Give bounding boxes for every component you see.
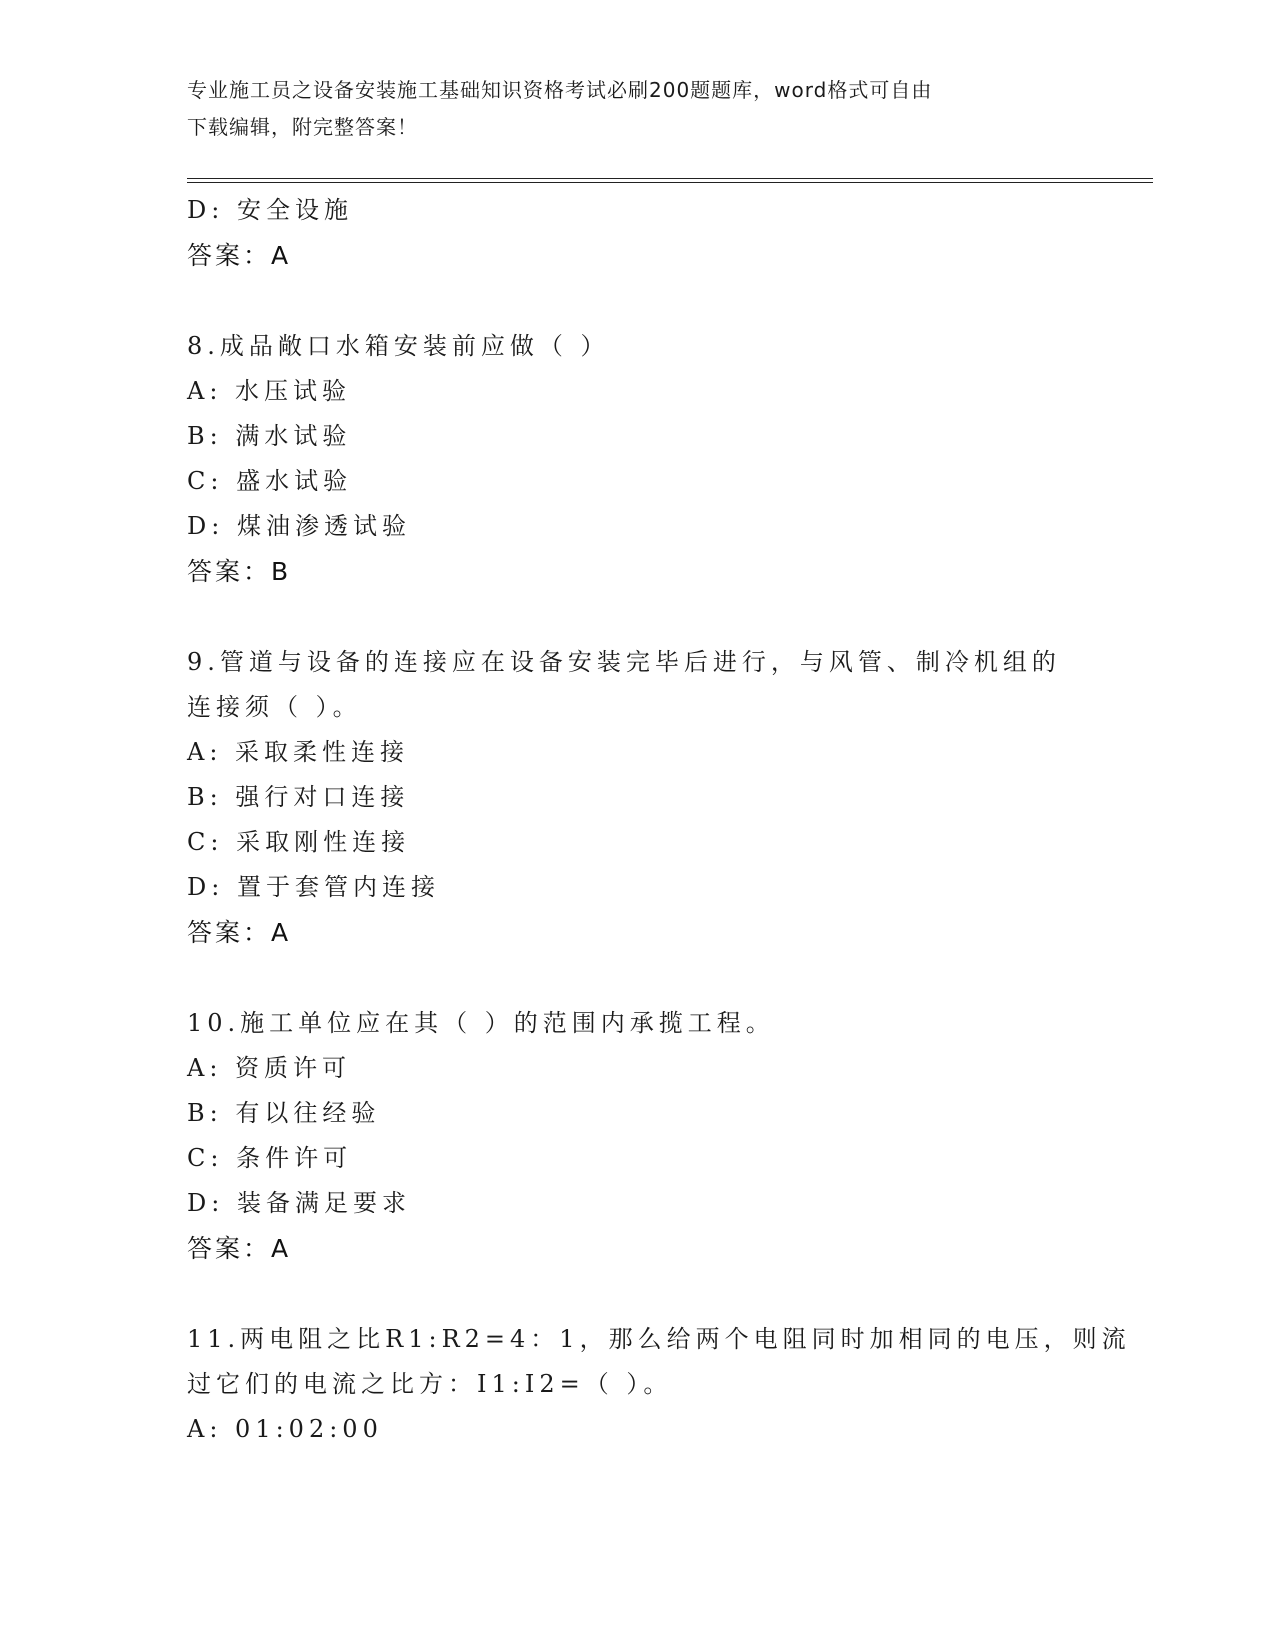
question-8 <box>187 324 1087 594</box>
question-11 <box>187 1317 1131 1452</box>
question-stem: 11.两电阻之比R1:R2=4：1，那么给两个电阻同时加相同的电压，则流 <box>187 1325 1131 1353</box>
option-d: D: 装备满足要求 <box>187 1189 411 1217</box>
question-stem: 10.施工单位应在其（ ）的范围内承揽工程。 <box>187 1009 775 1037</box>
option-a: A: 01:02:00 <box>187 1415 383 1443</box>
answer-label: 答案：A <box>187 1234 292 1263</box>
option-b: B: 满水试验 <box>187 422 352 450</box>
answer-label: 答案：A <box>187 918 292 947</box>
option-b: B: 强行对口连接 <box>187 783 410 811</box>
header-divider-bottom <box>187 182 1153 183</box>
option-c: C: 盛水试验 <box>187 467 353 495</box>
option-d: D: 置于套管内连接 <box>187 873 440 901</box>
question-list <box>187 188 1131 1452</box>
option-d: D: 安全设施 <box>187 196 353 224</box>
option-b: B: 有以往经验 <box>187 1099 381 1127</box>
question-stem-continued: 过它们的电流之比方：I1:I2=（ ）。 <box>187 1370 673 1398</box>
option-c: C: 采取刚性连接 <box>187 828 411 856</box>
question-stem: 8.成品敞口水箱安装前应做（ ） <box>187 332 610 360</box>
question-9 <box>187 640 1087 955</box>
option-a: A: 水压试验 <box>187 377 352 405</box>
answer-label: 答案：B <box>187 557 292 586</box>
question-10 <box>187 1001 1087 1271</box>
option-c: C: 条件许可 <box>187 1144 353 1172</box>
option-d: D: 煤油渗透试验 <box>187 512 411 540</box>
answer-label: 答案：A <box>187 241 292 270</box>
option-a: A: 采取柔性连接 <box>187 738 410 766</box>
question-stem-continued: 连接须（ ）。 <box>187 693 362 721</box>
document-header <box>187 72 1087 146</box>
header-divider-top <box>187 178 1153 179</box>
header-line-1: 专业施工员之设备安装施工基础知识资格考试必刷200题题库，word格式可自由 <box>187 78 933 102</box>
question-stem: 9.管道与设备的连接应在设备安装完毕后进行，与风管、制冷机组的 <box>187 648 1061 676</box>
option-a: A: 资质许可 <box>187 1054 352 1082</box>
header-line-2: 下载编辑，附完整答案！ <box>187 115 418 139</box>
